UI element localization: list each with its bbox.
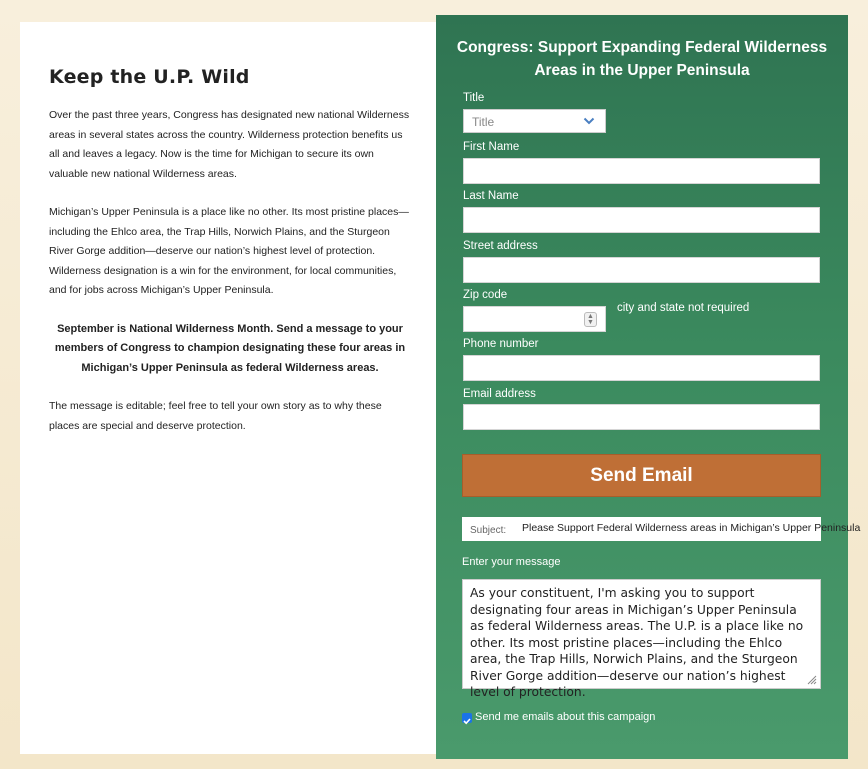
title-select-value: Title <box>472 115 495 129</box>
last-name-input[interactable] <box>463 207 820 233</box>
intro-panel <box>20 22 438 754</box>
subject-value: Please Support Federal Wilderness areas in Michigan’s Upper Peninsula <box>522 522 861 534</box>
chevron-down-icon <box>583 115 595 127</box>
phone-label: Phone number <box>463 338 539 350</box>
subject-field[interactable] <box>462 517 861 541</box>
zip-spinner[interactable]: ▲ ▼ <box>584 312 597 327</box>
first-name-input[interactable] <box>463 158 820 184</box>
last-name-label: Last Name <box>463 190 519 202</box>
intro-content <box>49 66 411 455</box>
optin-label[interactable]: Send me emails about this campaign <box>475 711 656 723</box>
message-text: As your constituent, I'm asking you to support designating four areas in Michigan’s Upper Peninsula as federal Wilderness areas. The U.P. is a place like no other. Its most pristine places—including the Ehlco area, the Trap Hills, Norwich Plains, and the Sturgeon River Gorge addition—deserve our nation’s highest level of protection. <box>470 586 804 699</box>
zip-note: city and state not required <box>617 302 750 314</box>
street-address-input[interactable] <box>463 257 820 283</box>
title-select[interactable] <box>463 109 606 133</box>
intro-paragraph: Over the past three years, Congress has designated new national Wilderness areas in several states across the country. Wilderness protection benefits us all and leaves a legacy. Now is the time for Michigan to secure its own valuable new national Wilderness areas. <box>49 109 410 180</box>
email-input[interactable] <box>463 404 820 430</box>
zip-label: Zip code <box>463 289 508 301</box>
street-label: Street address <box>463 240 538 252</box>
intro-paragraph: The message is editable; feel free to tell your own story as to why these places are special and deserve protection. <box>49 400 382 432</box>
resize-handle-icon[interactable] <box>806 674 817 685</box>
page-title: Keep the U.P. Wild <box>49 66 250 88</box>
subject-label: Subject: <box>470 525 507 536</box>
checkmark-icon <box>462 716 472 726</box>
call-to-action: September is National Wilderness Month. Send a message to your members of Congress to champion designating these four areas in Michigan’s Upper Peninsula as federal Wilderness areas. <box>54 322 406 374</box>
action-form <box>436 15 861 759</box>
first-name-label: First Name <box>463 141 520 153</box>
intro-paragraph: Michigan’s Upper Peninsula is a place like no other. Its most pristine places—including the Ehlco area, the Trap Hills, Norwich Plains, and the Sturgeon River Gorge addition—deserve our nation’s highest level of protection. Wilderness designation is a win for the environment, for local communities, and for jobs across Michigan’s Upper Peninsula. <box>49 206 409 296</box>
email-label: Email address <box>463 388 536 400</box>
send-email-button[interactable]: Send Email <box>462 454 821 497</box>
phone-input[interactable] <box>463 355 820 381</box>
message-textarea[interactable] <box>462 579 821 699</box>
zip-code-input[interactable] <box>463 306 606 332</box>
optin-checkbox[interactable] <box>462 713 472 723</box>
form-title: Congress: Support Expanding Federal Wilderness Areas in the Upper Peninsula <box>456 39 828 79</box>
message-label: Enter your message <box>462 556 561 568</box>
title-label: Title <box>463 92 485 104</box>
